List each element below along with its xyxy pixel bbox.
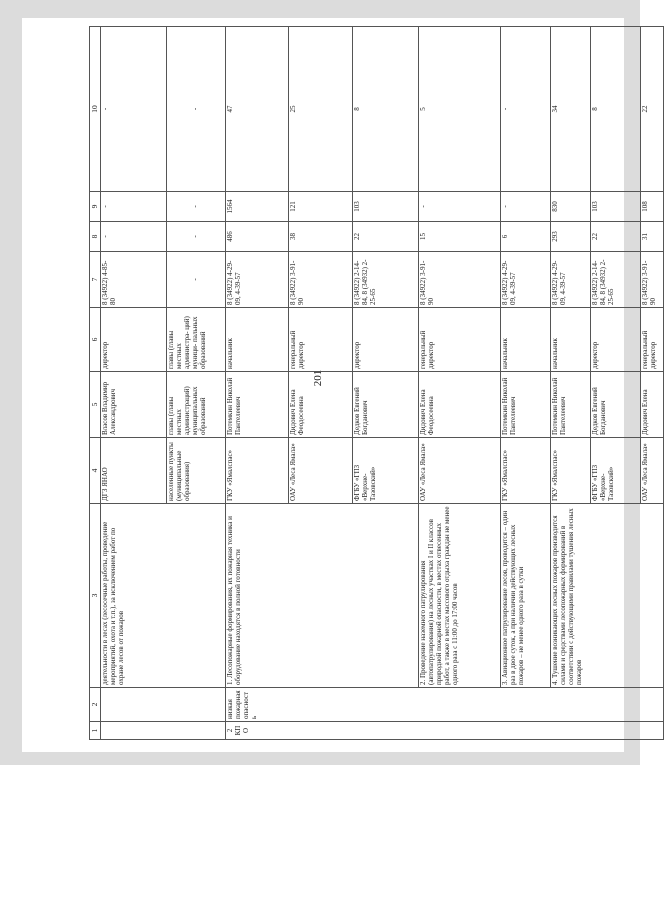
col10-cell: 22	[641, 27, 664, 192]
col9-cell: 108	[641, 192, 664, 222]
scan-edge-bottom	[0, 752, 640, 765]
organization-cell: ФГБУ «ГПЗ «Верхне-Тазовский»	[353, 438, 419, 504]
position-cell: начальник	[226, 308, 289, 372]
position-cell: директор	[353, 308, 419, 372]
col10-cell: 8	[591, 27, 641, 192]
column-number: 4	[90, 438, 101, 504]
col10-cell: 47	[226, 27, 289, 192]
responsible-person-cell: Дедков Евгений Богданович	[591, 372, 641, 438]
phone-cell: 8 (34922) 4-29-09, 4-39-57	[226, 252, 289, 308]
column-number: 10	[90, 27, 101, 192]
col8-cell: 6	[501, 222, 551, 252]
position-cell: главы (главы местных администра- ций) муници- пальных образований	[167, 308, 226, 372]
responsible-person-cell: Потемкин Николай Пантелеевич	[551, 372, 591, 438]
organization-cell: ОАУ «Леса Ямала»	[641, 438, 664, 504]
phone-cell: 8 (34922) 3-91-90	[641, 252, 664, 308]
column-number: 2	[90, 688, 101, 722]
col9-cell: 121	[289, 192, 353, 222]
action-text: 3. Авиационное патрулирование лесов, проводится – один раз в двое суток, а при наличии действующих лесных пожаров – не менее одного раза в сутки	[501, 504, 551, 688]
col8-cell: 31	[641, 222, 664, 252]
position-cell: начальник	[551, 308, 591, 372]
col9-cell: -	[501, 192, 551, 222]
col10-cell: 8	[353, 27, 419, 192]
organization-cell: ДГЗ ЯНАО	[101, 438, 167, 504]
col9-cell: -	[419, 192, 501, 222]
column-number: 9	[90, 192, 101, 222]
col8-cell: 38	[289, 222, 353, 252]
column-number: 1	[90, 722, 101, 740]
organization-cell: населенные пункты (муниципальные образования)	[167, 438, 226, 504]
position-cell: директор	[591, 308, 641, 372]
col10-cell: 5	[419, 27, 501, 192]
table-row	[501, 27, 551, 740]
col8-cell: 293	[551, 222, 591, 252]
col8-cell: -	[167, 222, 226, 252]
col10-cell: -	[501, 27, 551, 192]
col9-cell: -	[167, 192, 226, 222]
col9-cell: 830	[551, 192, 591, 222]
col10-cell: -	[167, 27, 226, 192]
phone-cell: 8 (34922) 4-85-80	[101, 252, 167, 308]
phone-cell: 8 (34922) 2-14-84, 8 (34932) 2-25-65	[353, 252, 419, 308]
organization-cell: ГКУ «Ямалспас»	[551, 438, 591, 504]
responsible-person-cell: Потемкин Николай Пантелеевич	[501, 372, 551, 438]
col8-cell: 486	[226, 222, 289, 252]
responsible-person-cell: главы (главы местных администраций) муниципальных образований	[167, 372, 226, 438]
cell-empty	[101, 722, 226, 740]
col8-cell: 22	[353, 222, 419, 252]
organization-cell: ГКУ «Ямалспас»	[501, 438, 551, 504]
scan-edge-top	[0, 0, 640, 18]
page-number: 201	[312, 369, 324, 387]
responsible-person-cell: Дидович Елена Феодосеевна	[419, 372, 501, 438]
col8-cell: 22	[591, 222, 641, 252]
position-cell: начальник	[501, 308, 551, 372]
col10-cell: 34	[551, 27, 591, 192]
col9-cell: 1564	[226, 192, 289, 222]
position-cell: генеральный директор	[641, 308, 664, 372]
position-cell: директор	[101, 308, 167, 372]
column-number: 7	[90, 252, 101, 308]
phone-cell: 8 (34922) 4-29-09, 4-39-57	[551, 252, 591, 308]
phone-cell: -	[167, 252, 226, 308]
col9-cell: 103	[591, 192, 641, 222]
responsible-person-cell: Потемкин Николай Пантелеевич	[226, 372, 289, 438]
group-number: 2 КПО	[226, 722, 664, 740]
rotated-table-wrapper	[89, 27, 657, 740]
action-text: 1. Лесопожарные формирования, их пожарная техника и оборудование находятся в полной готовности	[226, 504, 419, 688]
responsible-person-cell: Власов Владимир Александрович	[101, 372, 167, 438]
phone-cell: 8 (34922) 4-29-09, 4-39-57	[501, 252, 551, 308]
phone-cell: 8 (34922) 3-91-90	[289, 252, 353, 308]
responsible-person-cell: Дидович Елена Феодосеевна	[289, 372, 353, 438]
col9-cell: 103	[353, 192, 419, 222]
col8-cell: -	[101, 222, 167, 252]
responsible-person-cell: Дедков Евгений Богданович	[353, 372, 419, 438]
table-row	[551, 27, 591, 740]
scan-edge-left	[0, 0, 22, 765]
column-number: 8	[90, 222, 101, 252]
table-row	[101, 27, 167, 740]
fire-plan-table	[89, 26, 664, 740]
cell-empty	[101, 688, 226, 722]
table-row	[226, 27, 289, 740]
fire-danger-level: низкая пожарная опасность	[226, 688, 664, 722]
document-sheet	[89, 27, 657, 740]
position-cell: генеральный директор	[419, 308, 501, 372]
organization-cell: ГКУ «Ямалспас»	[226, 438, 289, 504]
responsible-person-cell: Дидович Елена	[641, 372, 664, 438]
col10-cell: -	[101, 27, 167, 192]
column-number: 3	[90, 504, 101, 688]
table-row	[419, 27, 501, 740]
col10-cell: 25	[289, 27, 353, 192]
col8-cell: 15	[419, 222, 501, 252]
action-text: 2. Проведение наземного патрулирования (автопатрулирования) на лесных участках I и II классов природной пожарной опасности, в местах отвесенных работ, а также в местах массового отдыха граждан не менее одного раза с 11:00 до 17:00 часов	[419, 504, 501, 688]
position-cell: генеральный директор	[289, 308, 353, 372]
column-number-row	[90, 27, 101, 740]
col9-cell: -	[101, 192, 167, 222]
phone-cell: 8 (34922) 2-14-84, 8 (34932) 2-25-65	[591, 252, 641, 308]
column-number: 6	[90, 308, 101, 372]
action-text: 4. Тушение возникающих лесных пожаров производится силами и средствами лесопожарных формирований в соответствии с действующими правилами тушения лесных пожаров	[551, 504, 664, 688]
organization-cell: ОАУ «Леса Ямала»	[419, 438, 501, 504]
column-number: 5	[90, 372, 101, 438]
activity-text: деятельности в лесах (лесосечные работы, проведение мероприятий, охота и т.п.), за исключением работ по охране лесов от пожаров	[101, 504, 226, 688]
organization-cell: ФГБУ «ГПЗ «Верхне-Тазовский»	[591, 438, 641, 504]
phone-cell: 8 (34922) 3-91-90	[419, 252, 501, 308]
organization-cell: ОАУ «Леса Ямала»	[289, 438, 353, 504]
